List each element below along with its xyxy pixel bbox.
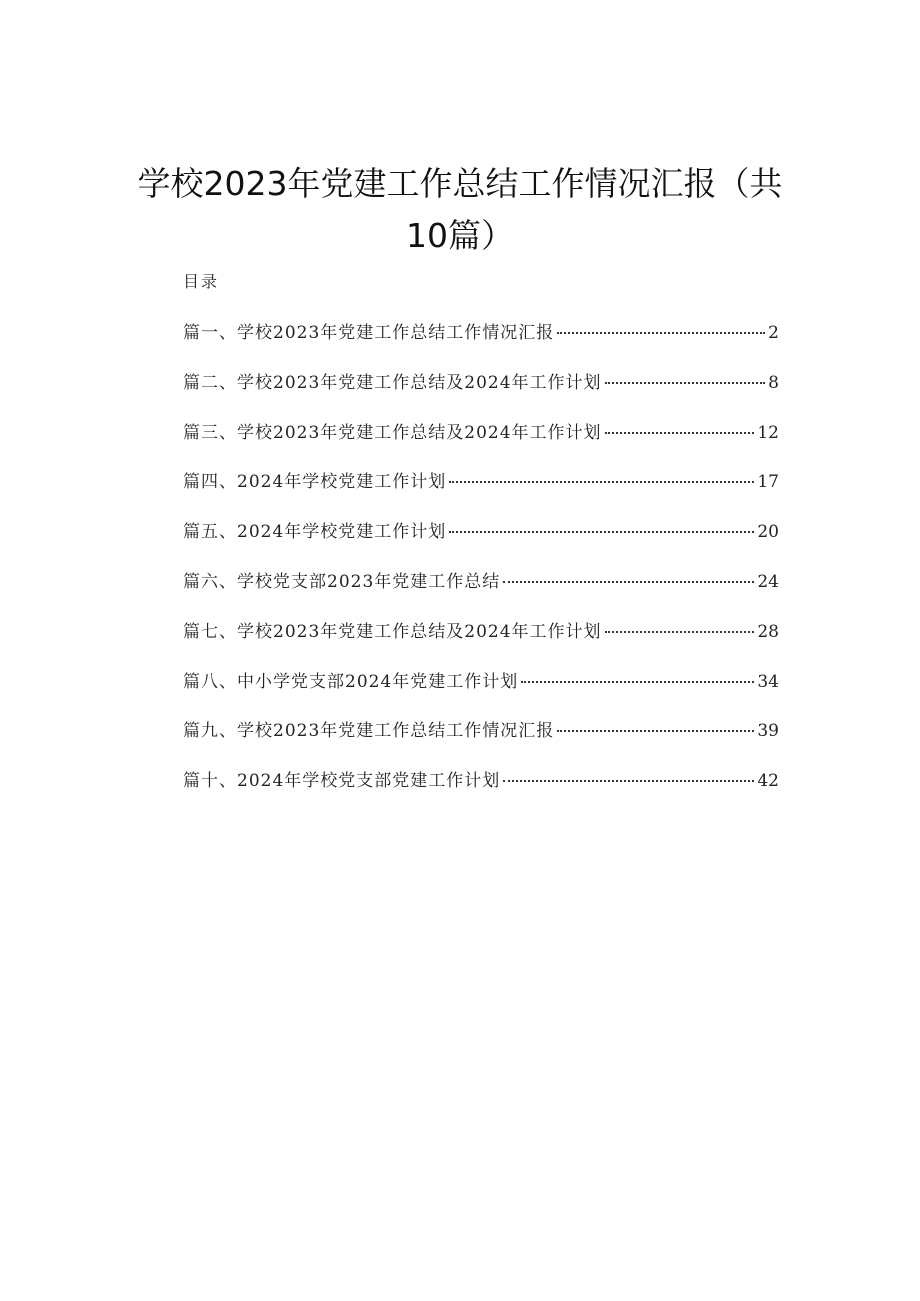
toc-dot-leader (605, 382, 766, 384)
toc-entry-title: 篇八、中小学党支部2024年党建工作计划 (183, 671, 519, 692)
toc-entry-page: 42 (757, 771, 779, 792)
toc-dot-leader (557, 730, 754, 732)
document-title-line-2: 10篇） (406, 216, 514, 256)
toc-entry-page: 12 (757, 422, 779, 443)
toc-dot-leader (503, 581, 754, 583)
document-title (120, 158, 800, 262)
toc-entry-page: 34 (757, 671, 779, 692)
toc-entry-title: 篇六、学校党支部2023年党建工作总结 (183, 571, 501, 592)
table-of-contents (183, 318, 779, 816)
toc-entry-title: 篇十、2024年学校党支部党建工作计划 (183, 771, 501, 792)
toc-entry-page: 20 (757, 522, 779, 543)
toc-entry[interactable] (183, 766, 779, 816)
toc-entry[interactable] (183, 368, 779, 418)
toc-entry-page: 39 (757, 721, 779, 742)
toc-entry[interactable] (183, 617, 779, 667)
document-title-line-1: 学校2023年党建工作总结工作情况汇报（共 (137, 164, 783, 204)
toc-entry[interactable] (183, 418, 779, 468)
toc-entry-title: 篇二、学校2023年党建工作总结及2024年工作计划 (183, 372, 602, 393)
toc-dot-leader (449, 481, 754, 483)
toc-entry[interactable] (183, 716, 779, 766)
toc-entry-page: 8 (768, 372, 779, 393)
toc-entry-title: 篇九、学校2023年党建工作总结工作情况汇报 (183, 721, 555, 742)
toc-entry-title: 篇一、学校2023年党建工作总结工作情况汇报 (183, 323, 555, 343)
toc-entry-title: 篇三、学校2023年党建工作总结及2024年工作计划 (183, 422, 602, 443)
toc-dot-leader (521, 681, 754, 683)
toc-entry[interactable] (183, 517, 779, 567)
toc-entry-page: 17 (757, 472, 779, 493)
toc-entry-page: 2 (768, 323, 779, 343)
toc-entry-title: 篇七、学校2023年党建工作总结及2024年工作计划 (183, 621, 602, 642)
toc-entry-page: 28 (757, 621, 779, 642)
toc-entry-title: 篇四、2024年学校党建工作计划 (183, 472, 447, 493)
toc-entry[interactable] (183, 567, 779, 617)
toc-heading: 目录 (183, 272, 220, 291)
toc-entry-title: 篇五、2024年学校党建工作计划 (183, 522, 447, 543)
toc-dot-leader (605, 432, 755, 434)
toc-entry-page: 24 (757, 571, 779, 592)
toc-entry[interactable] (183, 467, 779, 517)
toc-dot-leader (557, 332, 765, 334)
toc-entry[interactable] (183, 667, 779, 717)
toc-entry[interactable] (183, 318, 779, 368)
toc-dot-leader (605, 631, 755, 633)
toc-dot-leader (503, 780, 754, 782)
toc-dot-leader (449, 531, 754, 533)
